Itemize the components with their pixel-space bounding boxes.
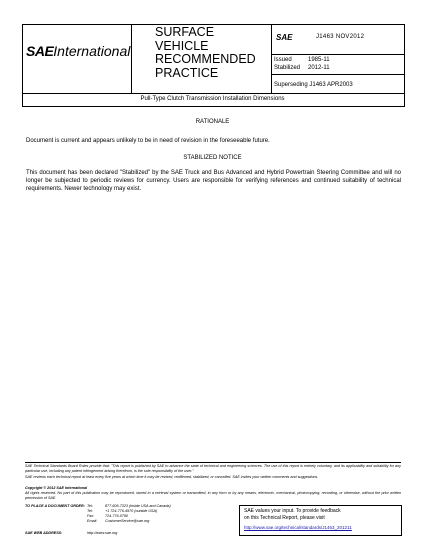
tel-value: 877-606-7323 (inside USA and Canada) [105,504,171,508]
stabilized-notice-text: This document has been declared "Stabilized" by the SAE Truck and Bus Advanced and Hybrid Powertrain Steering Committee and will no longer be subjected to periodic reviews for currency. Users are responsible for verifying references and continued suitability of technical requirements. Newer technology may exist. [26,170,401,192]
rationale-text: Document is current and appears unlikely to be in need of revision in the foreseeable future. [26,138,270,144]
logo-sae-text: SAE [26,43,54,59]
doc-type-line: VEHICLE [155,38,209,53]
doc-type-line: SURFACE [155,25,215,39]
footer-rule [25,462,401,463]
issued-label: Issued [274,57,292,63]
sae-mark: SAE [276,33,293,42]
header-divider [271,25,272,93]
order-label: TO PLACE A DOCUMENT ORDER: [25,504,85,508]
doc-type-line: RECOMMENDED [155,52,256,66]
fax-label: Fax: [87,514,95,518]
feedback-line: SAE values your input. To provide feedback [244,508,341,514]
document-number: J1463 NOV2012 [316,34,365,40]
doc-type-line: PRACTICE [155,65,219,80]
document-type [131,26,266,80]
web-link[interactable]: http://www.sae.org [87,531,118,535]
header-rule [271,54,405,55]
feedback-link[interactable]: http://www.sae.org/technical/standards/J1463_201211 [244,525,352,530]
footer-rules-text: SAE Technical Standards Board Rules provide that: "This report is published by SAE to advance the state of technical and engineering sciences. The use of this report is entirely voluntary, and its applicability and suitability for any particular use, including any patent infringement arising therefrom, is the sole responsibility of the user." [25,464,401,473]
copyright: Copyright © 2012 SAE International [25,486,88,490]
stabilized-label: Stabilized [274,65,301,71]
footer-review-text: SAE reviews each technical report at least every five years at which time it may be revised, reaffirmed, stabilized, or cancelled. SAE invites your written comments and suggestions. [25,475,319,479]
issued-value: 1985-11 [308,57,330,63]
tel2-label: Tel: [87,509,93,513]
feedback-text [244,508,400,522]
tel-label: Tel: [87,504,93,508]
logo-international-text: International [53,43,131,59]
email-label: Email: [87,519,98,523]
feedback-line: on this Technical Report, please visit [244,515,325,521]
document-title: Pull-Type Clutch Transmission Installation Dimensions [140,96,285,102]
fax-value: 724-776-0790 [105,514,128,518]
header-rule [271,74,405,75]
email-link[interactable]: CustomerService@sae.org [105,519,150,523]
superseding-note: Superseding J1463 APR2003 [274,82,353,88]
sae-international-logo [26,43,130,59]
rationale-heading: RATIONALE [195,119,230,125]
web-label: SAE WEB ADDRESS: [25,531,63,535]
stabilized-notice-heading: STABILIZED NOTICE [183,155,242,161]
rights-text: All rights reserved. No part of this publication may be reproduced, stored in a retrieval system or transmitted, in any form or by any means, electronic, mechanical, photocopying, recording, or otherwise, without the prior written permission of SAE. [25,491,401,500]
stabilized-value: 2012-11 [308,65,330,71]
tel2-value: +1 724-776-4970 (outside USA) [105,509,158,513]
